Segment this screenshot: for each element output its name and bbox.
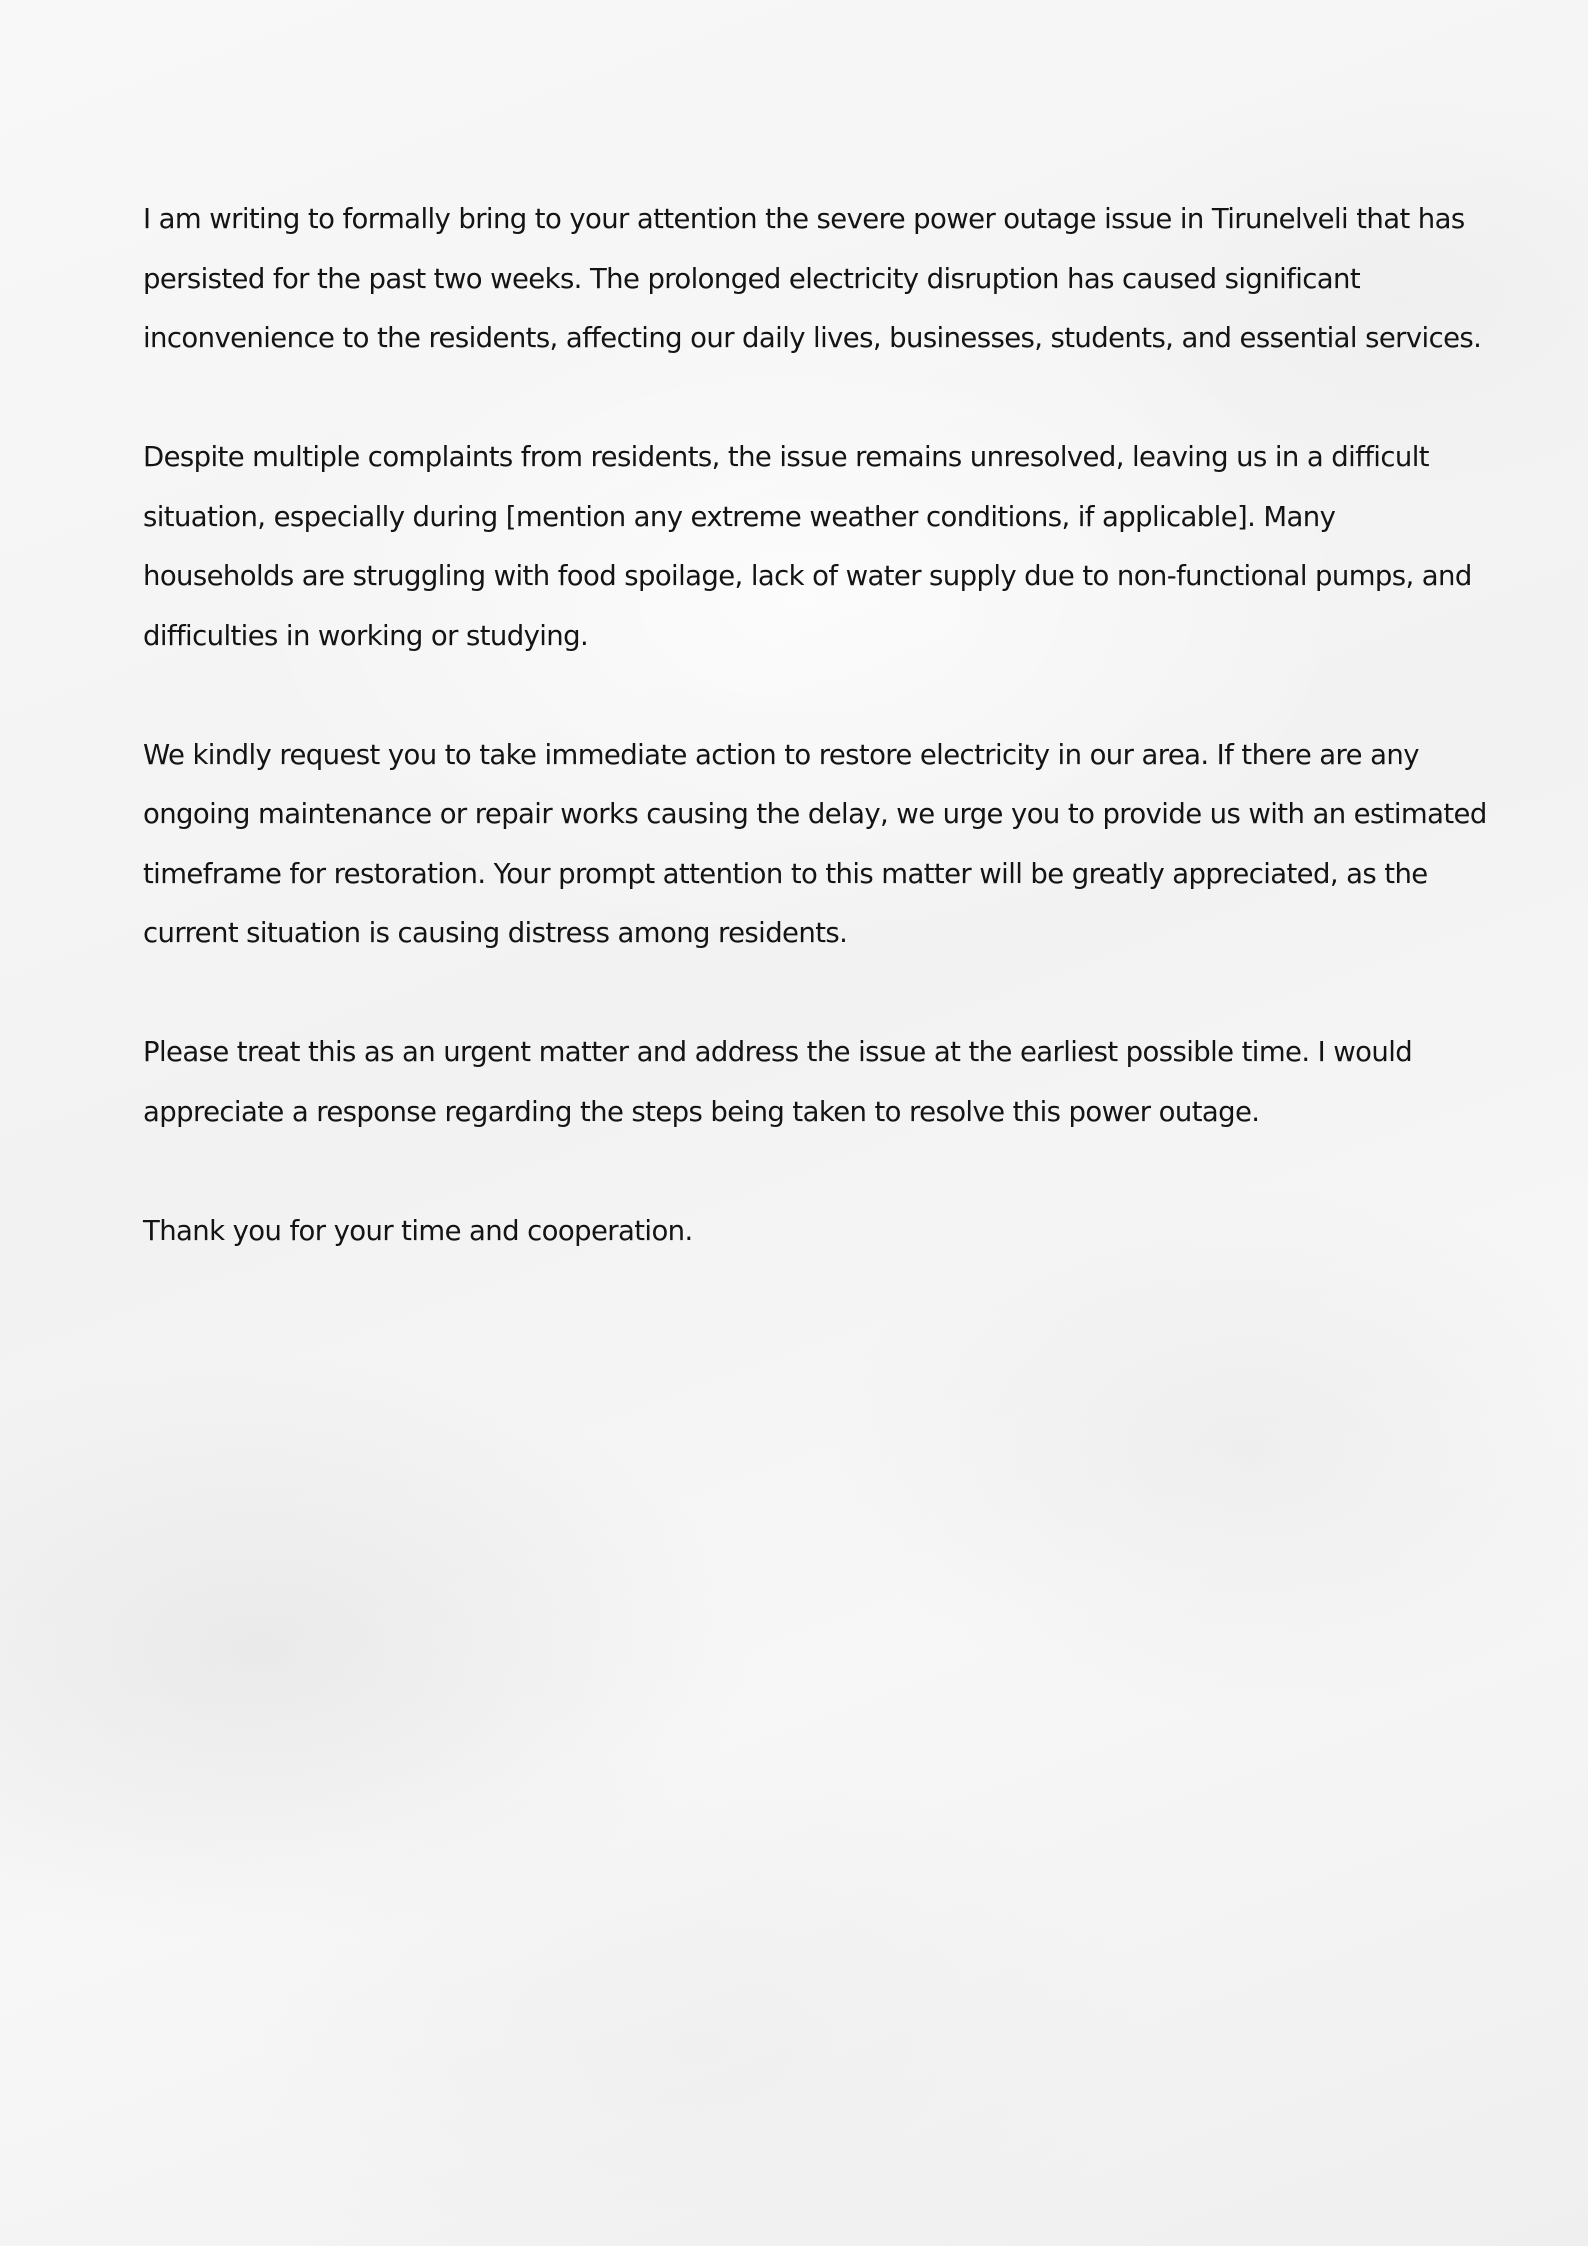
paragraph-urgency: Please treat this as an urgent matter and address the issue at the earliest possible time. I would appreciate a response regarding the steps being taken to resolve this power outage. bbox=[143, 1036, 1413, 1128]
paragraph-closing: Thank you for your time and cooperation. bbox=[143, 1214, 693, 1247]
letter-body bbox=[143, 190, 1488, 1261]
paragraph-complaints: Despite multiple complaints from residents, the issue remains unresolved, leaving us in a difficult situation, especially during [mention any extreme weather conditions, if applicable]. Many households are struggling with food spoilage, lack of water supply due to non-functional pumps, and difficulties in working or studying. bbox=[143, 441, 1472, 652]
paragraph-opening: I am writing to formally bring to your attention the severe power outage issue in Tirunelveli that has persisted for the past two weeks. The prolonged electricity disruption has caused significant inconvenience to the residents, affecting our daily lives, businesses, students, and essential services. bbox=[143, 203, 1482, 354]
paragraph-request: We kindly request you to take immediate action to restore electricity in our area. If there are any ongoing maintenance or repair works causing the delay, we urge you to provide us with an estimated timeframe for restoration. Your prompt attention to this matter will be greatly appreciated, as the current situation is causing distress among residents. bbox=[143, 738, 1487, 949]
